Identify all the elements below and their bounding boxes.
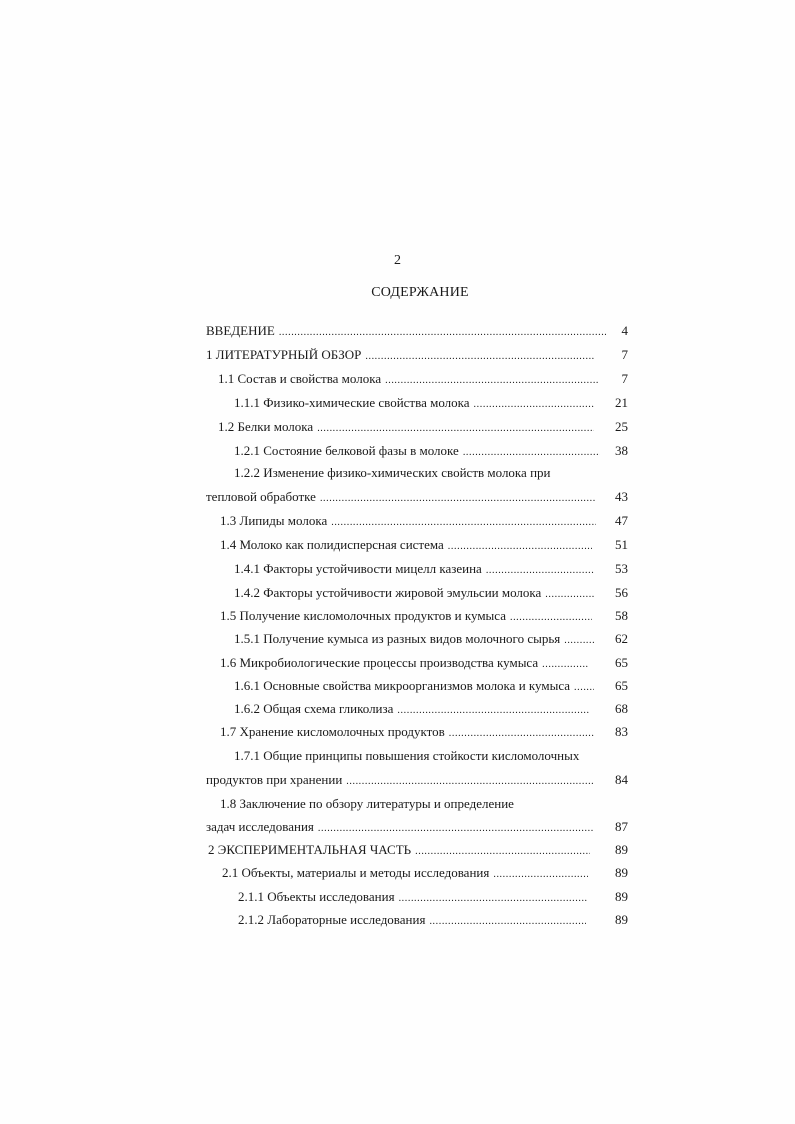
toc-entry-page: 65 — [615, 655, 628, 670]
toc-entry-label: 1.4.2 Факторы устойчивости жировой эмульсии молока ..... — [234, 584, 598, 602]
leader-dots — [399, 890, 588, 906]
leader-dots — [415, 843, 590, 859]
toc-entry-page: 83 — [615, 724, 628, 739]
toc-entry-page: 25 — [615, 419, 628, 434]
toc-entry-label: 1.6 Микробиологические процессы производства кумыса ..... — [220, 654, 592, 672]
toc-entry-page: 89 — [615, 889, 628, 904]
toc-entry-label: 1.8 Заключение по обзору литературы и определение — [220, 796, 514, 811]
leader-dots — [448, 538, 592, 554]
leader-dots — [318, 820, 594, 836]
toc-entry-label: 1.7 Хранение кисломолочных продуктов ..... — [220, 723, 598, 741]
toc-entry-label: 1.6.1 Основные свойства микроорганизмов молока и кумыса ..... — [234, 677, 598, 695]
toc-entry-page: 38 — [615, 443, 628, 458]
toc-entry-page: 43 — [615, 489, 628, 504]
toc-entry-page: 51 — [615, 537, 628, 552]
toc-entry-label: 2.1.2 Лабораторные исследования ..... — [238, 911, 590, 929]
toc-entry-label: 2 ЭКСПЕРИМЕНТАЛЬНАЯ ЧАСТЬ ..... — [208, 841, 594, 859]
page-number: 2 — [394, 253, 401, 268]
toc-entry-page: 62 — [615, 631, 628, 646]
toc-entry-continuation: задач исследования ..... — [206, 818, 598, 836]
toc-entry-label: 1.2.1 Состояние белковой фазы в молоке ..... — [234, 442, 604, 460]
toc-entry-label: 1.3 Липиды молока ..... — [220, 512, 600, 530]
toc-entry-continuation: тепловой обработке ..... — [206, 488, 600, 506]
leader-dots — [397, 702, 590, 718]
toc-entry-label: ВВЕДЕНИЕ ..... — [206, 322, 610, 340]
toc-entry-page: 87 — [615, 819, 628, 834]
toc-entry-page: 68 — [615, 701, 628, 716]
toc-entry-page: 4 — [621, 323, 628, 338]
toc-entry-page: 21 — [615, 395, 628, 410]
leader-dots — [463, 444, 600, 460]
toc-entry-page: 56 — [615, 585, 628, 600]
toc-entry-label: 2.1 Объекты, материалы и методы исследования ..... — [222, 864, 592, 882]
toc-entry-label: 1.1.1 Физико-химические свойства молока ..... — [234, 394, 598, 412]
toc-entry-label: 1.4.1 Факторы устойчивости мицелл казеина ..... — [234, 560, 598, 578]
leader-dots — [486, 562, 594, 578]
leader-dots — [449, 725, 594, 741]
toc-entry-page: 47 — [615, 513, 628, 528]
toc-title: СОДЕРЖАНИЕ — [371, 285, 469, 300]
toc-entry-label: 1.2 Белки молока ..... — [218, 418, 598, 436]
toc-entry-page: 53 — [615, 561, 628, 576]
leader-dots — [474, 396, 594, 412]
toc-entry-label: 1.1 Состав и свойства молока ..... — [218, 370, 602, 388]
toc-entry-page: 7 — [621, 347, 628, 362]
leader-dots — [331, 514, 596, 530]
toc-entry-page: 84 — [615, 772, 628, 787]
leader-dots — [365, 348, 594, 364]
toc-entry-label: 2.1.1 Объекты исследования ..... — [238, 888, 592, 906]
toc-entry-page: 65 — [615, 678, 628, 693]
toc-entry-page: 89 — [615, 912, 628, 927]
leader-dots — [545, 586, 594, 602]
leader-dots — [279, 324, 606, 340]
toc-entry-label: 1.4 Молоко как полидисперсная система ..... — [220, 536, 596, 554]
leader-dots — [493, 866, 588, 882]
leader-dots — [429, 913, 586, 929]
toc-entry-page: 89 — [615, 842, 628, 857]
toc-entry-label: 1.5.1 Получение кумыса из разных видов молочного сырья ..... — [234, 630, 598, 648]
leader-dots — [346, 773, 594, 789]
toc-entry-label: 1.6.2 Общая схема гликолиза ..... — [234, 700, 594, 718]
toc-entry-label: 1.2.2 Изменение физико-химических свойств молока при — [234, 465, 551, 480]
toc-entry-page: 7 — [621, 371, 628, 386]
toc-entry-page: 89 — [615, 865, 628, 880]
toc-entry-continuation: продуктов при хранении ..... — [206, 771, 598, 789]
toc-entry-label: 1 ЛИТЕРАТУРНЫЙ ОБЗОР ..... — [206, 346, 598, 364]
leader-dots — [510, 609, 592, 625]
toc-entry-page: 58 — [615, 608, 628, 623]
leader-dots — [320, 490, 596, 506]
leader-dots — [317, 420, 594, 436]
leader-dots — [385, 372, 598, 388]
toc-entry-label: 1.7.1 Общие принципы повышения стойкости кисломолочных — [234, 748, 580, 763]
leader-dots — [542, 656, 588, 672]
toc-entry-label: 1.5 Получение кисломолочных продуктов и кумыса ..... — [220, 607, 596, 625]
